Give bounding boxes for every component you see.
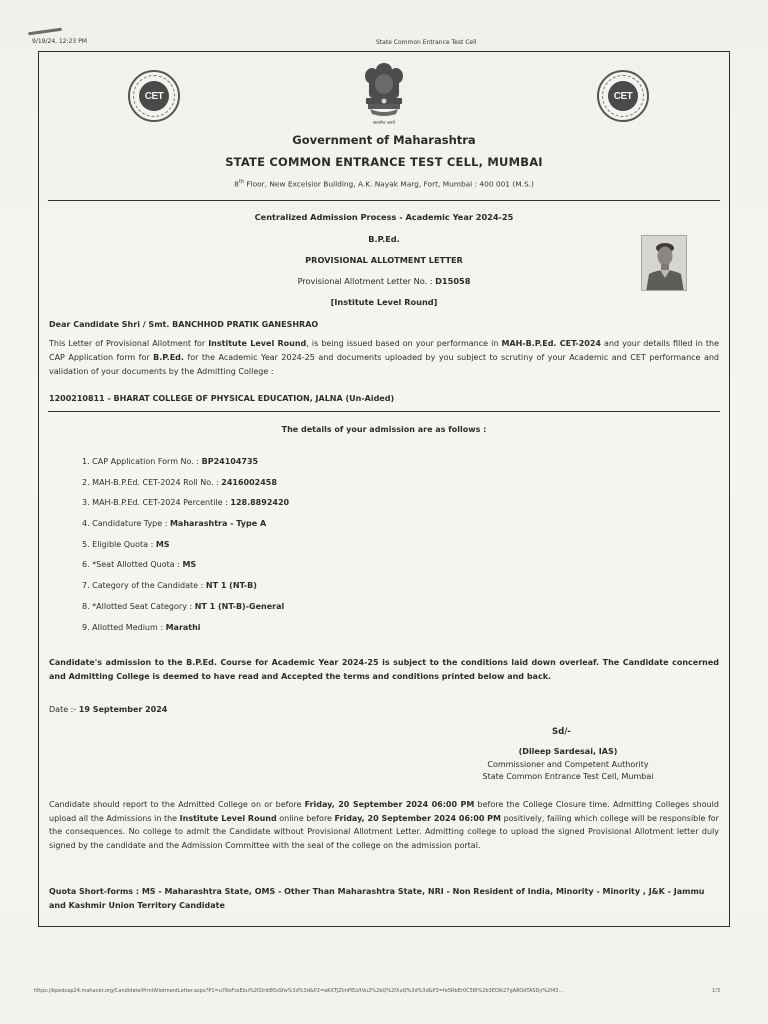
print-page-number: 1/3 [712, 988, 721, 994]
letter-type: PROVISIONAL ALLOTMENT LETTER [305, 255, 463, 265]
letterhead-address: 8th Floor, New Excelsior Building, A.K. Nayak Marg, Fort, Mumbai : 400 001 (M.S.) [234, 179, 534, 189]
detail-allotted-seat-category: 8. *Allotted Seat Category : NT 1 (NT-B)-General [82, 601, 285, 611]
college-divider [48, 411, 720, 412]
print-datetime: 9/19/24, 12:23 PM [32, 38, 87, 45]
allotted-college: 1200210811 - BHARAT COLLEGE OF PHYSICAL EDUCATION, JALNA (Un-Aided) [49, 394, 395, 403]
admission-conditions: Candidate's admission to the B.P.Ed. Course for Academic Year 2024-25 is subject to the conditions laid down overleaf. The Candidate concerned and Admitting College is deemed to have read and Accepted the terms and conditions printed below and back. [49, 658, 719, 681]
course-name: B.P.Ed. [368, 234, 400, 244]
cap-process-title: Centralized Admission Process - Academic Year 2024-25 [254, 212, 514, 222]
reporting-instructions: Candidate should report to the Admitted College on or before Friday, 20 September 2024 06:00 PM before the College Closure time. Admitting Colleges should upload all the Admissions in the Institute Level Round online before Friday, 20 September 2024 06:00 PM positively, failing which college will be responsible for the consequences. No college to admit the Candidate without Provisional Allotment Letter. Admitting college to upload the signed Provisional Allotment letter duly signed by the candidate and the Admission Committee with the seal of the college on the admission portal. [49, 800, 719, 850]
details-title: The details of your admission are as follows : [281, 425, 487, 434]
signature-sd: Sd/- [552, 727, 571, 737]
round-name: [Institute Level Round] [330, 297, 438, 307]
pen-mark [28, 28, 62, 36]
detail-category: 7. Category of the Candidate : NT 1 (NT-B) [82, 581, 257, 591]
signatory-name: (Dileep Sardesai, IAS) [518, 747, 618, 756]
detail-seat-allotted-quota: 6. *Seat Allotted Quota : MS [82, 560, 197, 570]
detail-roll-no: 2. MAH-B.P.Ed. CET-2024 Roll No. : 2416002458 [82, 477, 277, 487]
quota-short-forms: Quota Short-forms : MS - Maharashtra State, OMS - Other Than Maharashtra State, NRI - Non Resident of India, Minority - Minority , J&K - Jammu and Kashmir Union Territory Candidate [49, 887, 705, 910]
allotment-paragraph: This Letter of Provisional Allotment for Institute Level Round, is being issued based on your performance in MAH-B.P.Ed. CET-2024 and your details filled in the CAP Application form for B.P.Ed. for the Academic Year 2024-25 and documents uploaded by you subject to scrutiny of your Academic and CET performance and validation of your documents by the Admitting College : [49, 339, 719, 376]
letter-number: Provisional Allotment Letter No. : D15058 [297, 276, 471, 286]
detail-cap-form-no: 1. CAP Application Form No. : BP24104735 [82, 457, 259, 466]
letter-date: Date :- 19 September 2024 [49, 705, 168, 714]
letterhead-government: Government of Maharashtra [292, 133, 476, 147]
header-divider [48, 200, 720, 201]
signatory-block [440, 746, 696, 784]
print-site-title: State Common Entrance Test Cell [376, 39, 477, 46]
cet-seal-right-icon: CET [597, 70, 649, 122]
national-emblem-icon [358, 60, 410, 126]
print-footer-url: https://bpedcap24.mahacet.org/Candidate/PrintAllotmentLetter.aspx?P1=u7RoFssEbu%2f2lrdi85sSfw%3d%3d&P2=aKXTJZlmPELVtVu2%2bQ%2fXuQ%3d%3d&P3=fe5RbEr0C58I%2b3EOlk27gA8OdTASDy%2f43... [34, 988, 564, 994]
cet-seal-left-icon: CET [128, 70, 180, 122]
detail-percentile: 3. MAH-B.P.Ed. CET-2024 Percentile : 128.8892420 [82, 498, 290, 508]
detail-candidature-type: 4. Candidature Type : Maharashtra - Type A [82, 519, 267, 529]
salutation: Dear Candidate Shri / Smt. BANCHHOD PRATIK GANESHRAO [49, 320, 319, 329]
letterhead-office: STATE COMMON ENTRANCE TEST CELL, MUMBAI [225, 155, 543, 169]
signatory-designation: Commissioner and Competent Authority [487, 759, 649, 769]
admission-details-list [82, 455, 289, 641]
signatory-office: State Common Entrance Test Cell, Mumbai [482, 772, 654, 782]
detail-allotted-medium: 9. Allotted Medium : Marathi [82, 622, 201, 632]
emblem-motto: सत्यमेव जयते [372, 121, 396, 126]
candidate-photo [641, 235, 687, 291]
detail-eligible-quota: 5. Eligible Quota : MS [82, 539, 170, 549]
